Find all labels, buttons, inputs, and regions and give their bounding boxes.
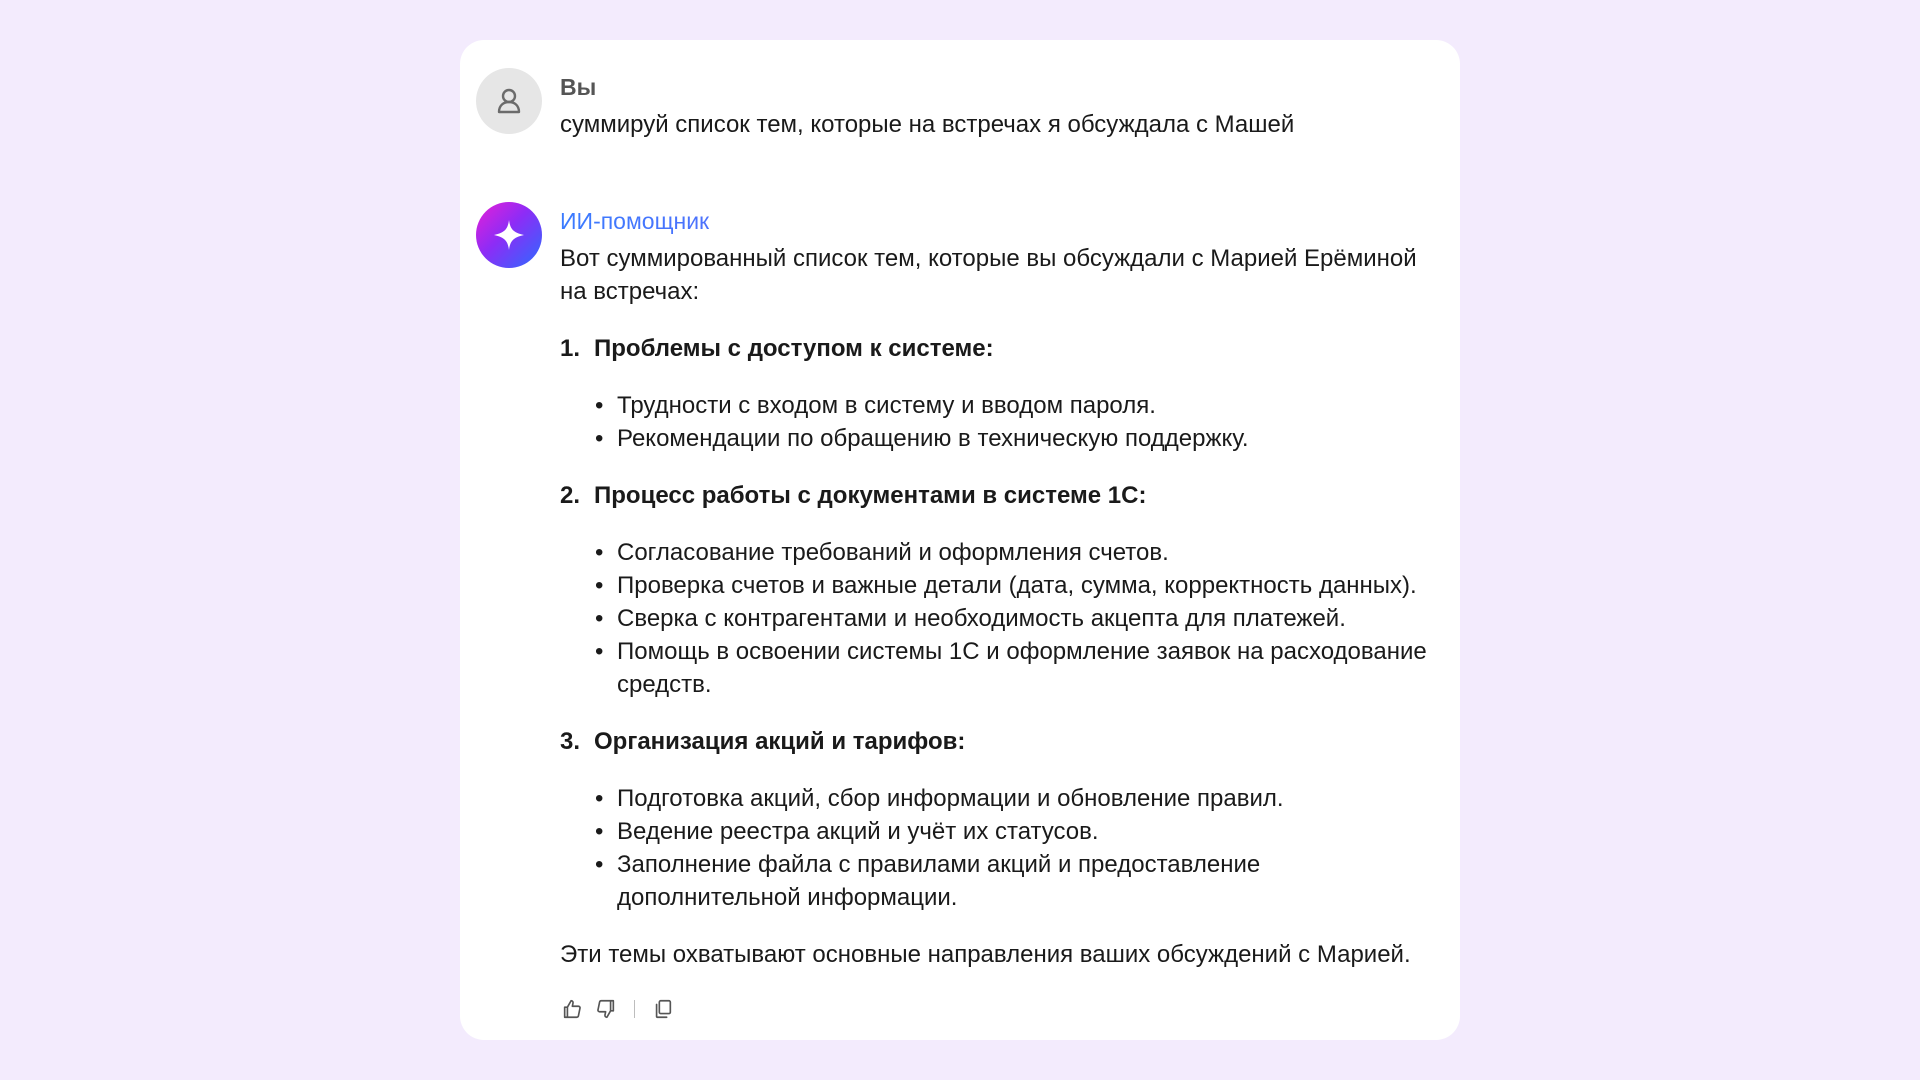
list-item: • Ведение реестра акций и учёт их статусов. — [595, 815, 1428, 848]
sparkle-icon — [491, 217, 527, 253]
copy-button[interactable] — [651, 997, 675, 1021]
actions-divider — [634, 1000, 635, 1018]
user-author-name: Вы — [560, 74, 597, 100]
list-item: • Заполнение файла с правилами акций и предоставление дополнительной информации. — [595, 848, 1428, 914]
list-item: • Рекомендации по обращению в техническую поддержку. — [595, 422, 1428, 455]
topic-section — [560, 332, 1428, 455]
user-message-text: суммируй список тем, которые на встречах я обсуждала с Машей — [560, 111, 1295, 138]
list-item: • Помощь в освоении системы 1С и оформление заявок на расходование средств. — [595, 635, 1428, 701]
list-item: • Подготовка акций, сбор информации и обновление правил. — [595, 782, 1428, 815]
topic-title — [560, 332, 1428, 365]
topic-bullet-list — [560, 536, 1428, 701]
topic-title-text: Организация акций и тарифов: — [594, 728, 966, 755]
dislike-button[interactable] — [594, 997, 618, 1021]
topic-number: 2. — [560, 482, 581, 509]
topic-section — [560, 725, 1428, 914]
topic-number: 3. — [560, 728, 581, 755]
assistant-author-name: ИИ-помощник — [560, 206, 1428, 236]
user-avatar — [476, 68, 542, 134]
topic-title-text: Процесс работы с документами в системе 1С: — [594, 482, 1147, 509]
assistant-message-body — [560, 206, 1428, 1023]
list-item: • Сверка с контрагентами и необходимость акцепта для платежей. — [595, 602, 1428, 635]
thumbs-up-icon — [561, 998, 583, 1020]
user-message-body — [560, 72, 1428, 141]
assistant-avatar — [476, 202, 542, 268]
list-item: • Трудности с входом в систему и вводом пароля. — [595, 389, 1428, 422]
assistant-intro-text: Вот суммированный список тем, которые вы обсуждали с Марией Ерёминой на встречах: — [560, 245, 1417, 305]
list-item: • Согласование требований и оформления счетов. — [595, 536, 1428, 569]
copy-icon — [652, 998, 674, 1020]
assistant-closing-text: Эти темы охватывают основные направления ваших обсуждений с Марией. — [560, 941, 1411, 968]
like-button[interactable] — [560, 997, 584, 1021]
message-actions — [560, 995, 1428, 1023]
list-item: • Проверка счетов и важные детали (дата, сумма, корректность данных). — [595, 569, 1428, 602]
topic-title — [560, 479, 1428, 512]
topic-title — [560, 725, 1428, 758]
user-icon — [494, 85, 524, 117]
topic-number: 1. — [560, 335, 581, 362]
topic-bullet-list — [560, 389, 1428, 455]
topic-bullet-list — [560, 782, 1428, 914]
topic-section — [560, 479, 1428, 701]
topic-title-text: Проблемы с доступом к системе: — [594, 335, 994, 362]
chat-card — [460, 40, 1460, 1040]
thumbs-down-icon — [595, 998, 617, 1020]
